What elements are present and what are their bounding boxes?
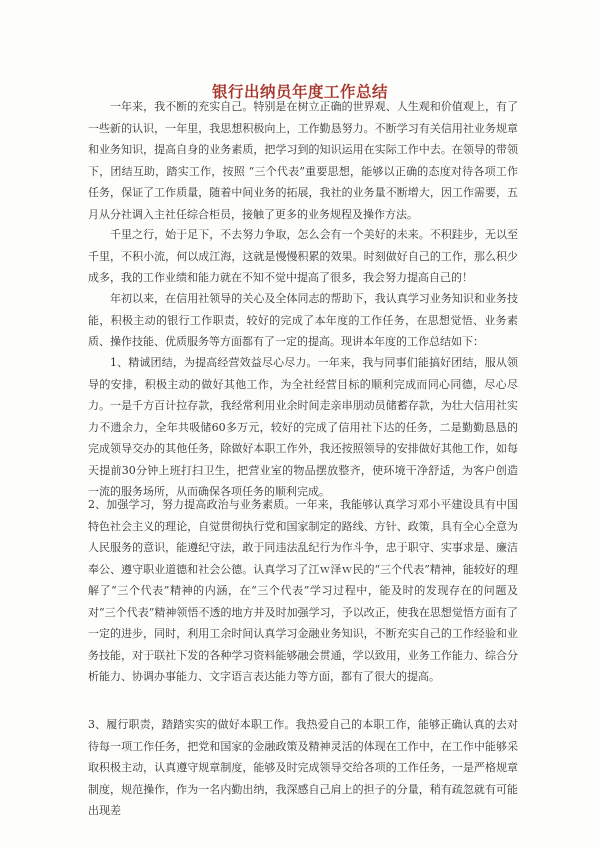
paragraph-section-2: 2、加强学习，努力提高政治与业务素质。一年来，我能够认真学习邓小平建设具有中国特色社会主义的理论，自觉贯彻执行党和国家制定的路线、方针、政策，具有全心全意为人民服务的意识，能遵纪守法，敢于同违法乱纪行为作斗争，忠于职守、实事求是、廉洁奉公、遵守职业道德和社会公德。认真学习了江ｗ泽ｗ民的“三个代表”精神，能较好的理解了“三个代表”精神的内涵，在“三个代表”学习过程中，能及时的发现存在的问题及对“三个代表”精神领悟不透的地方并及时加强学习，予以改正，使我在思想觉悟方面有了一定的进步，同时，利用工余时间认真学习金融业务知识，不断充实自己的工作经验和业务技能，对于联社下发的各种学习资料能够融会贯通，学以致用，业务工作能力、综合分析能力、协调办事能力、文字语言表达能力等方面，都有了很大的提高。 [88, 498, 518, 683]
paragraph-section-3: 3、履行职责，踏踏实实的做好本职工作。我热爱自己的本职工作，能够正确认真的去对待每一项工作任务，把党和国家的金融政策及精神灵活的体现在工作中，在工作中能够采取积极主动，认真遵守规章制度，能够及时完成领导交给各项的工作任务，一是严格规章制度，规范操作，作为一名内勤出纳，我深感自己肩上的担子的分量，稍有疏忽就有可能出现差 [88, 718, 518, 817]
paragraph-year-start: 年初以来，在信用社领导的关心及全体同志的帮助下，我认真学习业务知识和业务技能，积极主动的银行工作职责，较好的完成了本年度的工作任务，在思想觉悟、业务素质、操作技能、优质服务等方面都有了一定的提高。现讲本年度的工作总结如下： [88, 292, 518, 348]
paragraph-intro: 一年来，我不断的充实自己。特别是在树立正确的世界观、人生观和价值观上，有了一些新的认识，一年里，我思想积极向上，工作勤恳努力。不断学习有关信用社业务规章和业务知识，提高自身的业务素质，把学习到的知识运用在实际工作中去。在领导的带领下，团结互助，踏实工作，按照 “三个代表”重要思想，能够以正确的态度对待各项工作任务，保证了工作质量，随着中间业务的拓展，我社的业务量不断增大，因工作需要，五月从分社调入主社任综合柜员，接触了更多的业务规程及操作方法。 [88, 100, 518, 221]
document-title: 银行出纳员年度工作总结 [211, 82, 388, 101]
paragraph-thousand-miles: 千里之行，始于足下，不去努力争取，怎么会有一个美好的未来。不积跬步，无以至千里，不积小流，何以成江海，这就是慢慢积累的效果。时刻做好自己的工作，那么积少成多，我的工作业绩和能力就在不知不觉中提高了很多，我会努力提高自己的！ [88, 228, 518, 284]
paragraph-section-1: 1、精诚团结，为提高经营效益尽心尽力。一年来，我与同事们能搞好团结，服从领导的安排，积极主动的做好其他工作，为全社经营目标的顺利完成而同心同德，尽心尽力。一是千方百计拉存款，我经常利用业余时间走亲串朋动员储蓄存款，为壮大信用社实力不遗余力，全年共吸储60多万元，较好的完成了信用社下达的任务，二是勤勤恳恳的完成领导交办的其他任务，除做好本职工作外，我还按照领导的安排做好其他工作，如每天提前30分钟上班打扫卫生，把营业室的物品摆放整齐，使环境干净舒适，为客户创造一流的服务场所，从而确保各项任务的顺利完成。 [88, 356, 518, 498]
